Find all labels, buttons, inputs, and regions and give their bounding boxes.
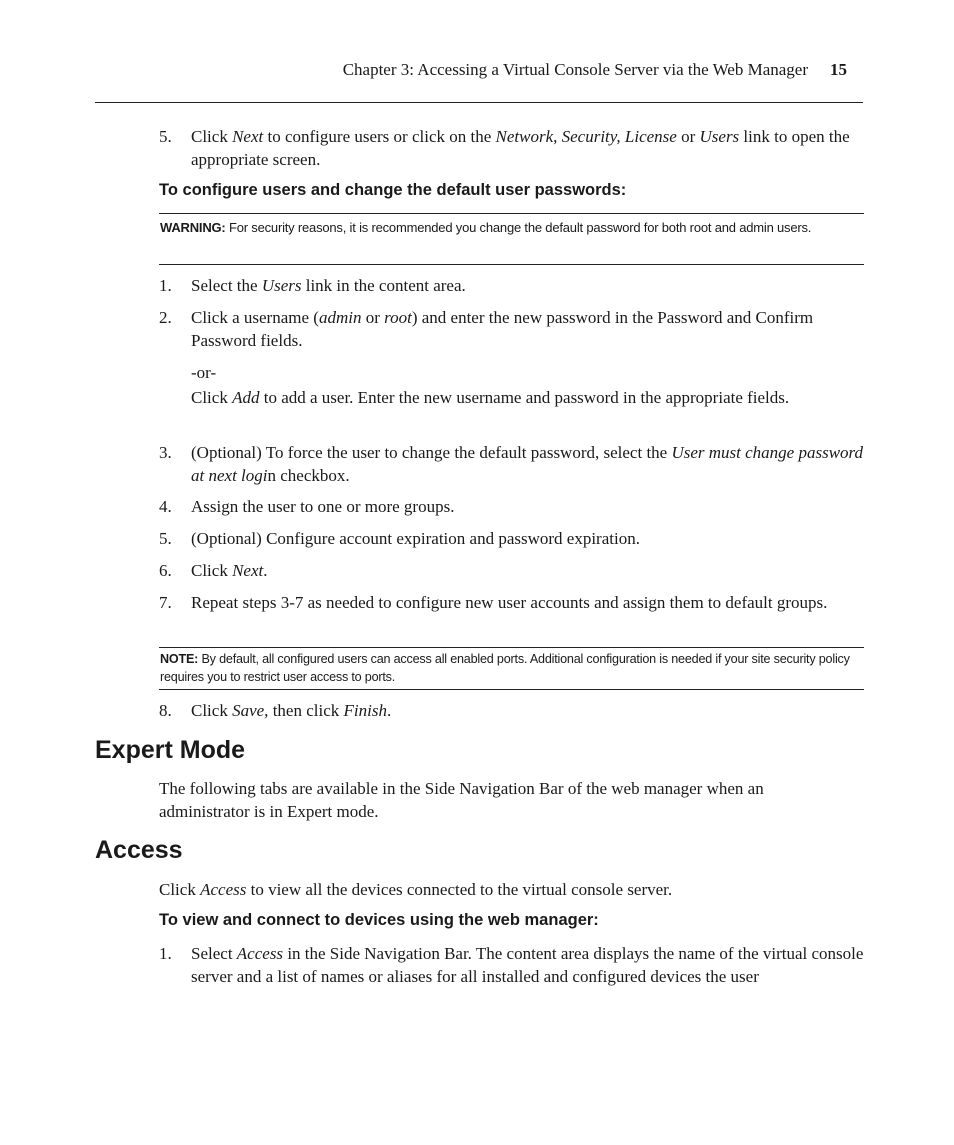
step-text: (Optional) Configure account expiration and password expiration. — [191, 529, 640, 548]
step-number: 4. — [159, 497, 172, 516]
step-text: Click a username (admin or root) and enter the new password in the Password and Confirm Password fields. — [191, 308, 814, 350]
step-number: 7. — [159, 593, 172, 612]
chapter-title: Chapter 3: Accessing a Virtual Console Server via the Web Manager — [342, 60, 808, 79]
page-number: 15 — [830, 60, 847, 79]
section-body: The following tabs are available in the Side Navigation Bar of the web manager when an administrator is in Expert mode. — [159, 779, 764, 821]
section-heading-access: Access — [95, 836, 183, 864]
step-number: 3. — [159, 443, 172, 462]
page-header — [95, 58, 863, 103]
step-text: (Optional) To force the user to change the default password, select the User must change password at next login checkbox. — [191, 443, 864, 485]
step-text: Click Next. — [191, 561, 268, 580]
note-callout — [159, 647, 864, 690]
procedure-heading: To configure users and change the default user passwords: — [159, 181, 627, 199]
step-text: Assign the user to one or more groups. — [191, 497, 455, 516]
step-number: 5. — [159, 127, 172, 146]
step-text: Select the Users link in the content area. — [191, 276, 466, 295]
warning-label: WARNING: — [160, 220, 226, 235]
note-text: By default, all configured users can access all enabled ports. Additional configuration is needed if your site security policy requires you to restrict user access to ports. — [160, 652, 850, 684]
warning-text: For security reasons, it is recommended you change the default password for both root and admin users. — [225, 220, 812, 235]
step-number: 6. — [159, 561, 172, 580]
step-text: Select Access in the Side Navigation Bar. The content area displays the name of the virtual console server and a list of names or aliases for all installed and configured devices the user — [191, 944, 864, 986]
warning-callout — [159, 213, 864, 265]
step-number: 2. — [159, 308, 172, 327]
section-body: Click Access to view all the devices connected to the virtual console server. — [159, 880, 673, 899]
step-text: Click Next to configure users or click on the Network, Security, License or Users link to open the appropriate screen. — [191, 127, 850, 169]
step-text: Repeat steps 3-7 as needed to configure new user accounts and assign them to default groups. — [191, 593, 828, 612]
step-text-alt: Click Add to add a user. Enter the new username and password in the appropriate fields. — [191, 388, 790, 407]
step-number: 5. — [159, 529, 172, 548]
step-number: 1. — [159, 276, 172, 295]
section-heading-expert-mode: Expert Mode — [95, 736, 246, 764]
note-label: NOTE: — [160, 652, 199, 666]
or-separator: -or- — [191, 363, 217, 382]
step-text: Click Save, then click Finish. — [191, 701, 392, 720]
procedure-heading: To view and connect to devices using the web manager: — [159, 911, 599, 929]
step-number: 1. — [159, 944, 172, 963]
step-number: 8. — [159, 701, 172, 720]
